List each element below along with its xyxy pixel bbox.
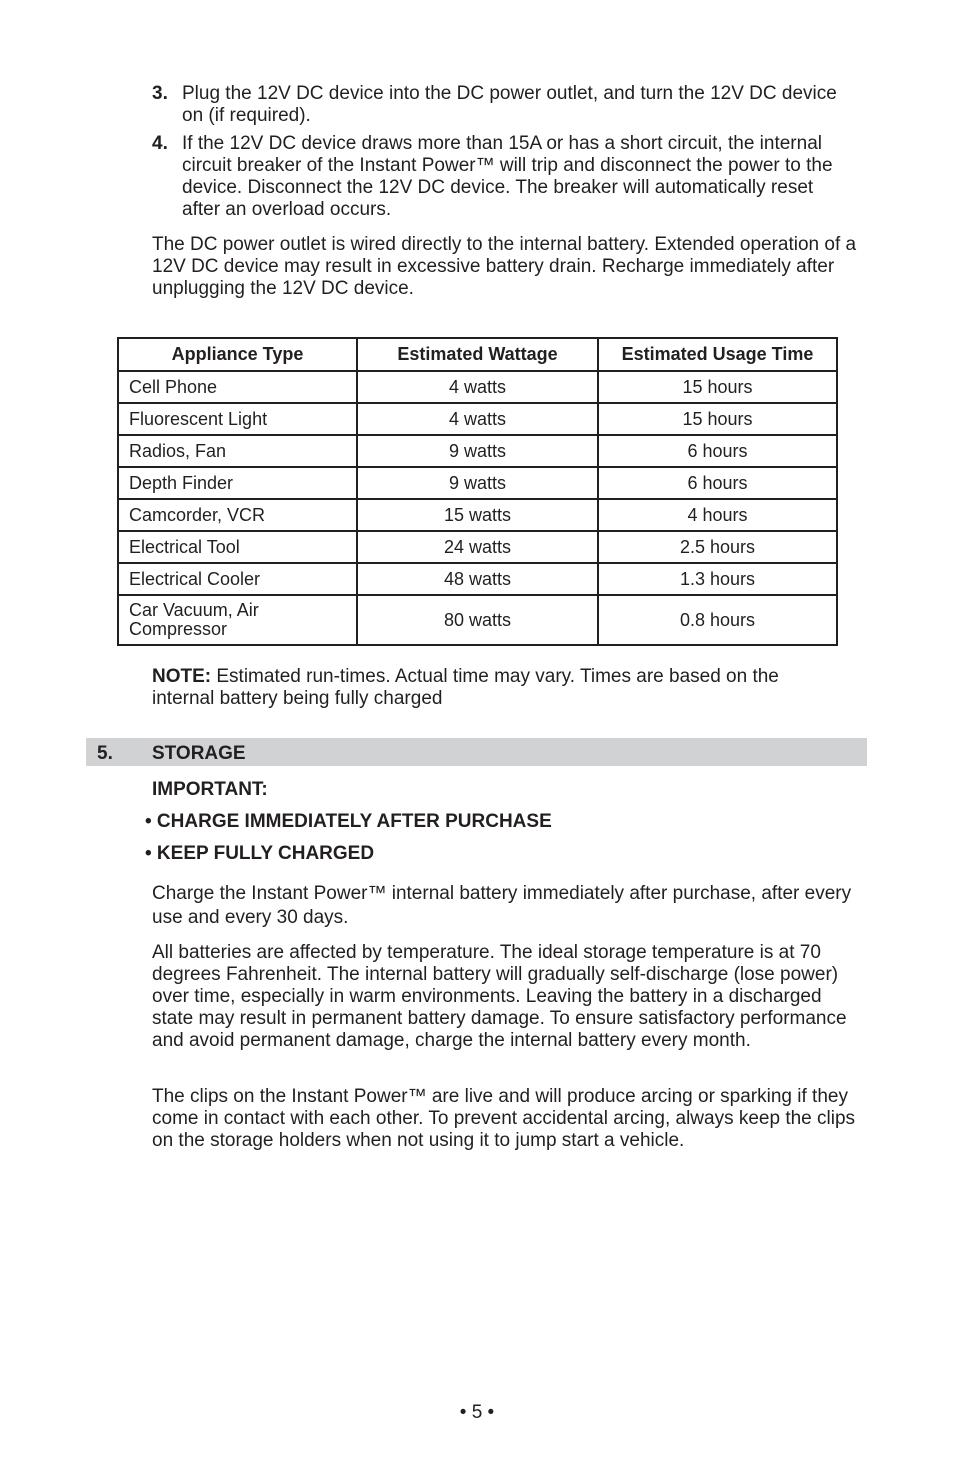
dc-outlet-paragraph: The DC power outlet is wired directly to the internal battery. Extended operation of a 12V DC device may result in excessive battery drain. Recharge immediately after unplugging the 12V DC device. bbox=[152, 234, 857, 299]
step-text: If the 12V DC device draws more than 15A or has a short circuit, the internal circuit breaker of the Instant Power™ will trip and disconnect the power to the device. Disconnect the 12V DC device. The breaker will automatically reset after an overload occurs. bbox=[182, 133, 833, 220]
bullet-charge-immediately: • CHARGE IMMEDIATELY AFTER PURCHASE bbox=[145, 811, 552, 832]
cell-wattage: 24 watts bbox=[357, 531, 598, 563]
table-row bbox=[118, 403, 837, 435]
header-estimated-wattage: Estimated Wattage bbox=[357, 338, 598, 371]
cell-usage-time: 4 hours bbox=[598, 499, 837, 531]
page-number: • 5 • bbox=[459, 1402, 495, 1423]
cell-wattage: 15 watts bbox=[357, 499, 598, 531]
cell-appliance: Camcorder, VCR bbox=[118, 499, 357, 531]
cell-usage-time: 15 hours bbox=[598, 403, 837, 435]
cell-wattage: 48 watts bbox=[357, 563, 598, 595]
table-row bbox=[118, 467, 837, 499]
step-number: 3. bbox=[152, 83, 168, 104]
cell-wattage: 4 watts bbox=[357, 371, 598, 403]
cell-appliance: Cell Phone bbox=[118, 371, 357, 403]
cell-appliance: Depth Finder bbox=[118, 467, 357, 499]
table-header-row bbox=[118, 338, 837, 371]
cell-appliance: Electrical Tool bbox=[118, 531, 357, 563]
step-text: Plug the 12V DC device into the DC power outlet, and turn the 12V DC device on (if required). bbox=[182, 83, 837, 126]
usage-table bbox=[117, 337, 838, 646]
table-row bbox=[118, 563, 837, 595]
note-paragraph bbox=[152, 666, 842, 710]
table-row bbox=[118, 499, 837, 531]
cell-appliance: Radios, Fan bbox=[118, 435, 357, 467]
cell-appliance: Car Vacuum, Air Compressor bbox=[118, 595, 357, 645]
cell-wattage: 4 watts bbox=[357, 403, 598, 435]
table-row bbox=[118, 371, 837, 403]
important-label: IMPORTANT: bbox=[152, 779, 268, 800]
header-estimated-usage-time: Estimated Usage Time bbox=[598, 338, 837, 371]
section-number: 5. bbox=[97, 743, 113, 764]
steps-list bbox=[152, 83, 852, 227]
cell-appliance: Fluorescent Light bbox=[118, 403, 357, 435]
cell-usage-time: 0.8 hours bbox=[598, 595, 837, 645]
step-item bbox=[152, 83, 852, 127]
step-number: 4. bbox=[152, 133, 168, 154]
header-appliance-type: Appliance Type bbox=[118, 338, 357, 371]
table-row bbox=[118, 435, 837, 467]
section-header-storage bbox=[86, 738, 867, 766]
storage-paragraph: Charge the Instant Power™ internal battery immediately after purchase, after every use and every 30 days. bbox=[152, 883, 852, 928]
cell-wattage: 9 watts bbox=[357, 467, 598, 499]
cell-usage-time: 6 hours bbox=[598, 467, 837, 499]
section-title: STORAGE bbox=[152, 743, 246, 764]
cell-wattage: 80 watts bbox=[357, 595, 598, 645]
cell-wattage: 9 watts bbox=[357, 435, 598, 467]
bullet-keep-charged: • KEEP FULLY CHARGED bbox=[145, 843, 375, 864]
cell-appliance: Electrical Cooler bbox=[118, 563, 357, 595]
cell-usage-time: 15 hours bbox=[598, 371, 837, 403]
note-label: NOTE: bbox=[152, 666, 212, 687]
step-item bbox=[152, 133, 852, 221]
cell-usage-time: 6 hours bbox=[598, 435, 837, 467]
table-row bbox=[118, 531, 837, 563]
cell-usage-time: 2.5 hours bbox=[598, 531, 837, 563]
note-text: Estimated run-times. Actual time may vary. Times are based on the internal battery being fully charged bbox=[152, 666, 779, 709]
storage-paragraph: The clips on the Instant Power™ are live and will produce arcing or sparking if they come in contact with each other. To prevent accidental arcing, always keep the clips on the storage holders when not using it to jump start a vehicle. bbox=[152, 1086, 856, 1151]
storage-paragraph: All batteries are affected by temperature. The ideal storage temperature is at 70 degrees Fahrenheit. The internal battery will gradually self-discharge (lose power) over time, especially in warm environments. Leaving the battery in a discharged state may result in permanent battery damage. To ensure satisfactory performance and avoid permanent damage, charge the internal battery every month. bbox=[152, 942, 847, 1051]
table-row bbox=[118, 595, 837, 645]
cell-usage-time: 1.3 hours bbox=[598, 563, 837, 595]
